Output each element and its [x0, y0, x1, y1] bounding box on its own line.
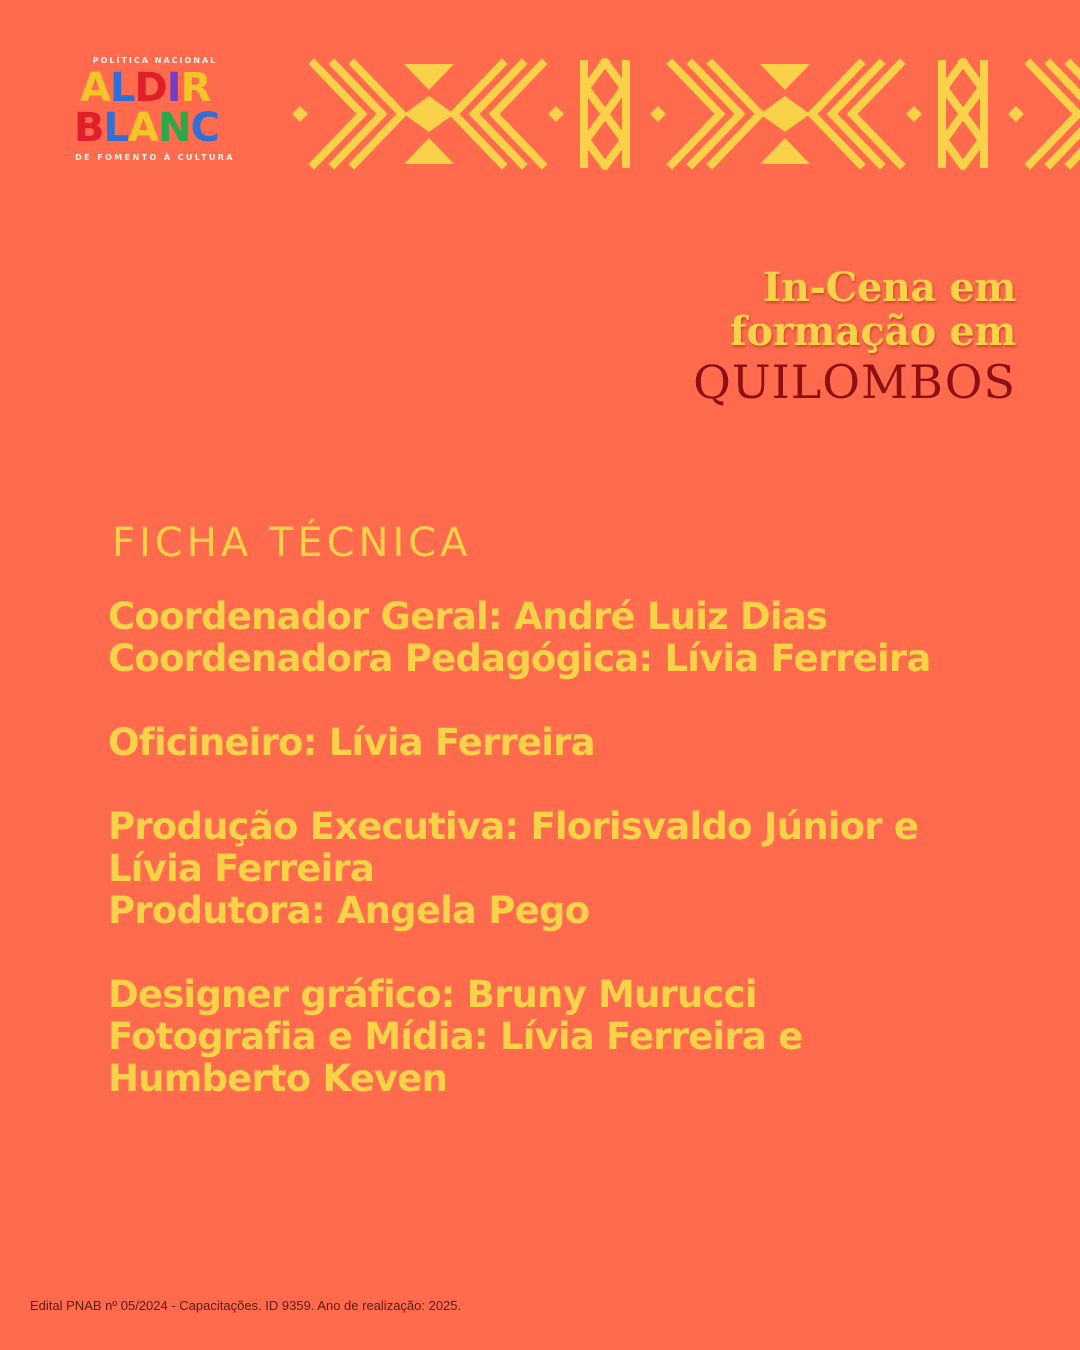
title-line-1: In-Cena em	[762, 264, 1016, 311]
credit-line: Produtora: Angela Pego	[108, 889, 590, 932]
chevron-right-icon	[292, 64, 402, 164]
ficha-tecnica-heading: FICHA TÉCNICA	[112, 520, 472, 566]
credit-line: Fotografia e Mídia: Lívia Ferreira e	[108, 1015, 803, 1058]
credit-line: Lívia Ferreira	[108, 847, 375, 890]
hourglass-icon	[404, 64, 454, 164]
credit-line: Coordenador Geral: André Luiz Dias	[108, 595, 828, 638]
footnote: Edital PNAB nº 05/2024 - Capacitações. ID 9359. Ano de realização: 2025.	[30, 1298, 462, 1313]
hourglass-icon	[760, 64, 810, 164]
credit-line: Coordenadora Pedagógica: Lívia Ferreira	[108, 637, 931, 680]
logo-word-blanc: BLANC	[74, 105, 219, 151]
credit-group-design-media	[108, 974, 988, 1100]
diamond-motif-icon	[584, 62, 626, 166]
credit-line: Designer gráfico: Bruny Murucci	[108, 973, 757, 1016]
credit-line: Humberto Keven	[108, 1057, 448, 1100]
aldir-blanc-logo	[66, 56, 244, 168]
credit-line: Produção Executiva: Florisvaldo Júnior e	[108, 805, 919, 848]
logo-top-text: POLÍTICA NACIONAL	[92, 56, 218, 65]
chevron-right-icon	[650, 64, 760, 164]
decorative-pattern	[288, 58, 1080, 170]
logo-word-aldir: ALDIR	[80, 65, 211, 111]
credit-line: Oficineiro: Lívia Ferreira	[108, 721, 595, 764]
chevron-right-icon	[1008, 64, 1080, 164]
credit-group-workshop	[108, 722, 988, 764]
diamond-motif-icon	[942, 62, 984, 166]
chevron-left-icon	[454, 64, 564, 164]
project-title	[693, 266, 1016, 408]
chevron-left-icon	[812, 64, 922, 164]
credits-list	[108, 596, 988, 1142]
credit-group-production	[108, 806, 988, 932]
credit-group-coordination	[108, 596, 988, 680]
logo-bottom-text: DE FOMENTO À CULTURA	[75, 153, 235, 162]
title-line-2: formação em	[729, 308, 1016, 355]
title-quilombos: QUILOMBOS	[693, 355, 1016, 409]
